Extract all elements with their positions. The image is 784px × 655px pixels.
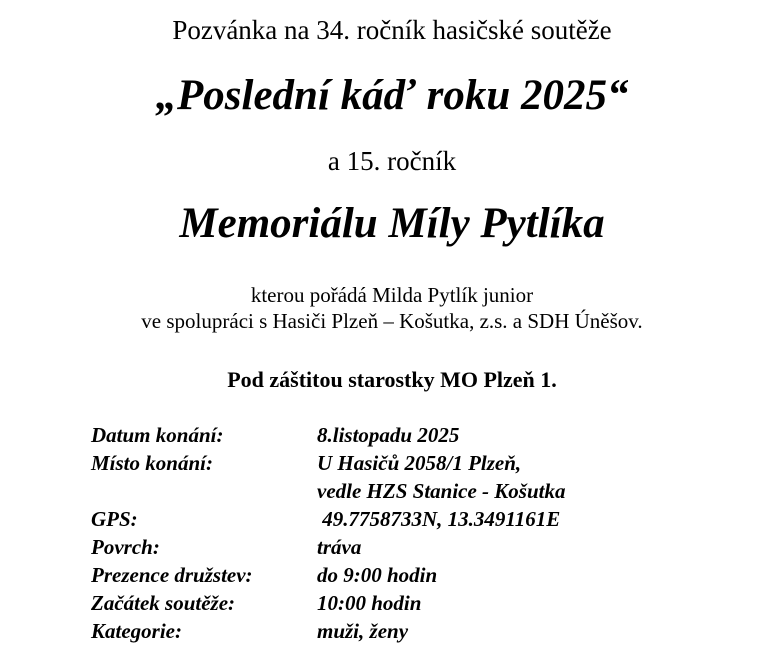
detail-value: 8.listopadu 2025 — [317, 423, 460, 447]
detail-value: 49.7758733N, 13.3491161E — [317, 507, 561, 531]
detail-label: Datum konání: — [91, 423, 224, 447]
detail-value: vedle HZS Stanice - Košutka — [317, 479, 566, 503]
detail-row-date — [91, 421, 731, 449]
detail-row-category — [91, 617, 731, 645]
detail-row-location — [91, 449, 731, 477]
detail-label: Začátek soutěže: — [91, 591, 236, 615]
detail-label: Kategorie: — [91, 619, 182, 643]
detail-row-surface — [91, 533, 731, 561]
detail-value: muži, ženy — [317, 619, 409, 643]
memorial-title: Memoriálu Míly Pytlíka — [179, 200, 605, 247]
detail-row-registration — [91, 561, 731, 589]
detail-label: Povrch: — [91, 535, 160, 559]
patronage-line: Pod záštitou starostky MO Plzeň 1. — [227, 367, 557, 392]
detail-value: 10:00 hodin — [317, 591, 422, 615]
organizer-line-2: ve spolupráci s Hasiči Plzeň – Košutka, z.s. a SDH Úněšov. — [141, 309, 643, 333]
detail-row-location-cont — [91, 477, 731, 505]
detail-value: do 9:00 hodin — [317, 563, 438, 587]
detail-value: U Hasičů 2058/1 Plzeň, — [317, 451, 522, 475]
detail-label — [91, 477, 317, 505]
edition-subintro: a 15. ročník — [327, 146, 457, 176]
organizer-line-1: kterou pořádá Milda Pytlík junior — [250, 283, 534, 307]
invitation-intro: Pozvánka na 34. ročník hasičské soutěže — [172, 15, 612, 45]
event-details — [91, 421, 731, 645]
event-title: „Poslední káď roku 2025“ — [155, 72, 629, 119]
detail-value: tráva — [317, 535, 362, 559]
detail-row-start — [91, 589, 731, 617]
detail-label: Místo konání: — [91, 451, 213, 475]
detail-label: Prezence družstev: — [91, 563, 253, 587]
detail-label: GPS: — [91, 507, 138, 531]
detail-row-gps — [91, 505, 731, 533]
